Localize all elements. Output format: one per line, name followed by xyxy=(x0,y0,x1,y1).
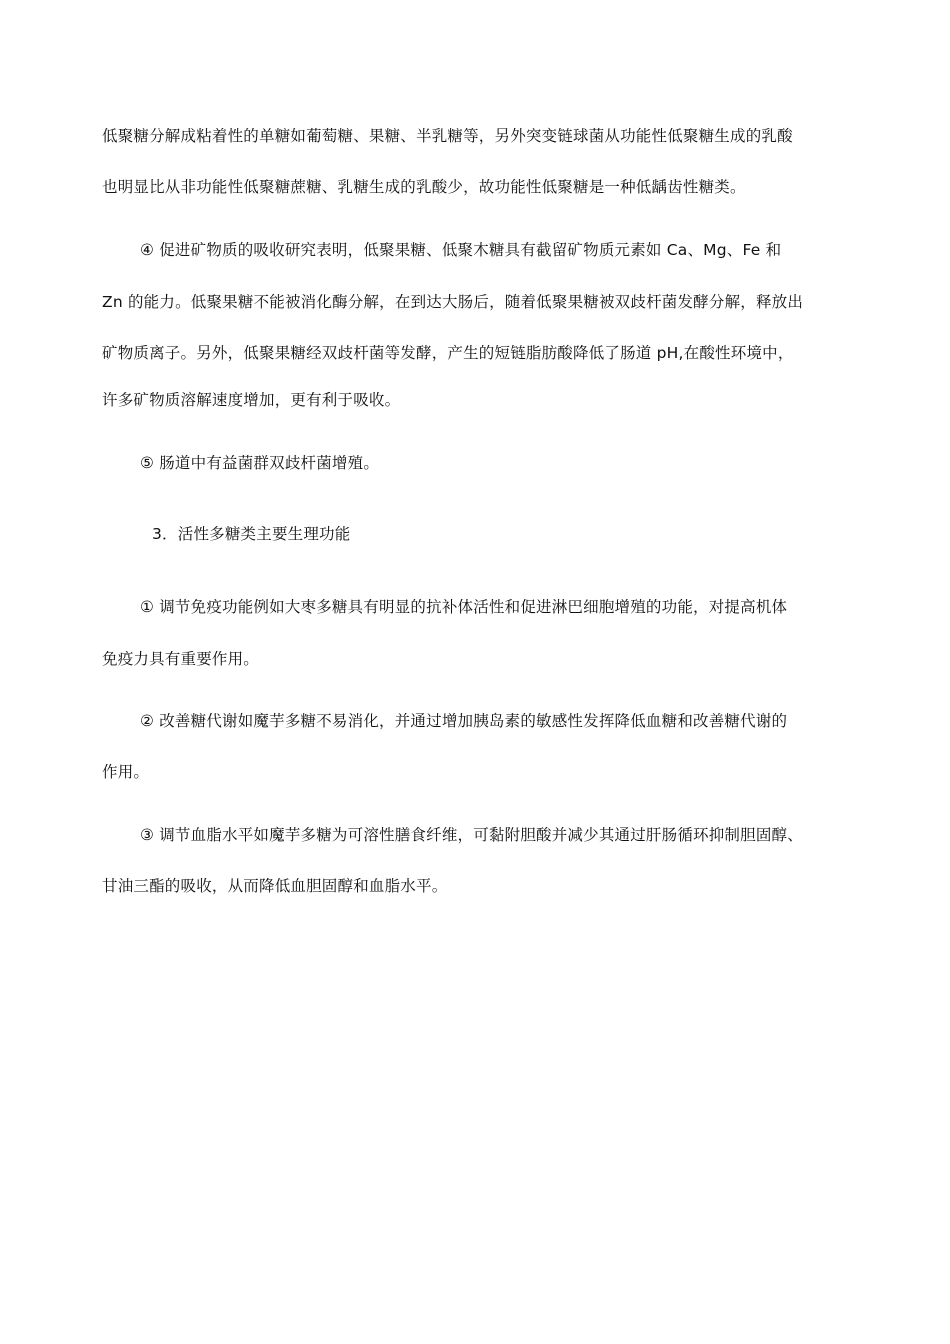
list-item-2-line: ② 改善糖代谢如魔芋多糖不易消化，并通过增加胰岛素的敏感性发挥降低血糖和改善糖代谢的 xyxy=(140,712,788,730)
paragraph-line: 低聚糖分解成粘着性的单糖如葡萄糖、果糖、半乳糖等，另外突变链球菌从功能性低聚糖生成的乳酸 xyxy=(102,127,793,145)
paragraph-line: Zn 的能力。低聚果糖不能被消化酶分解，在到达大肠后，随着低聚果糖被双歧杆菌发酵分解，释放出 xyxy=(102,293,804,311)
paragraph-line: 许多矿物质溶解速度增加，更有利于吸收。 xyxy=(102,391,401,409)
paragraph-line: 矿物质离子。另外，低聚果糖经双歧杆菌等发酵，产生的短链脂肪酸降低了肠道 pH,在酸性环境中， xyxy=(102,344,794,362)
list-item-3-line: ③ 调节血脂水平如魔芋多糖为可溶性膳食纤维，可黏附胆酸并减少其通过肝肠循环抑制胆固醇、 xyxy=(140,826,803,844)
paragraph-line: 作用。 xyxy=(102,763,150,781)
list-item-5-line: ⑤ 肠道中有益菌群双歧杆菌增殖。 xyxy=(140,454,380,472)
paragraph-line: 也明显比从非功能性低聚糖蔗糖、乳糖生成的乳酸少，故功能性低聚糖是一种低龋齿性糖类。 xyxy=(102,178,746,196)
list-item-1-line: ① 调节免疫功能例如大枣多糖具有明显的抗补体活性和促进淋巴细胞增殖的功能，对提高机体 xyxy=(140,598,788,616)
list-item-4-line: ④ 促进矿物质的吸收研究表明，低聚果糖、低聚木糖具有截留矿物质元素如 Ca、Mg、Fe 和 xyxy=(140,241,782,259)
section-heading: 3．活性多糖类主要生理功能 xyxy=(152,525,351,543)
paragraph-line: 甘油三酯的吸收，从而降低血胆固醇和血脂水平。 xyxy=(102,877,448,895)
paragraph-line: 免疫力具有重要作用。 xyxy=(102,650,260,668)
